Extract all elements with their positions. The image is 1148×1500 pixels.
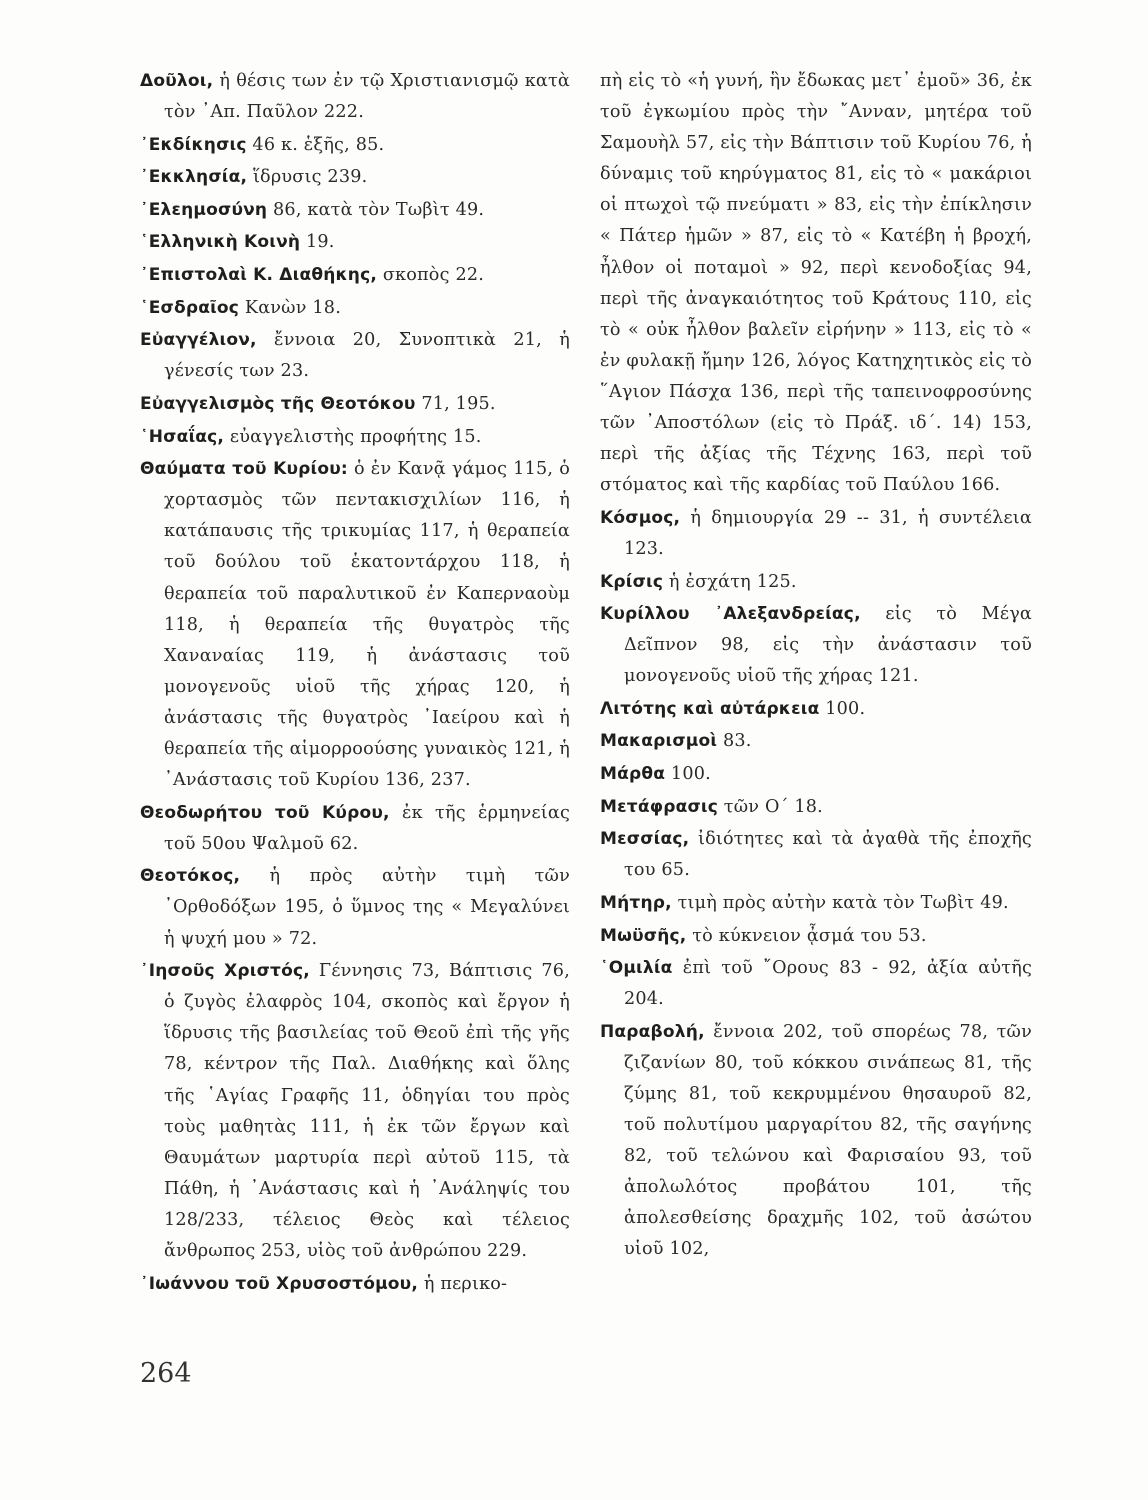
headword: Θαύματα τοῦ Κυρίου: <box>140 459 348 480</box>
entry-text: πὴ εἰς τὸ «ἡ γυνή, ἣν ἔδωκας μετ᾽ ἐμοῦ» 36, ἐκ τοῦ ἐγκωμίου πρὸς τὴν ῎Ανναν, μητέρα τοῦ Σαμουὴλ 57, εἰς τὴν Βάπτισιν τοῦ Κυρίου 76, ἡ δύναμις τοῦ κηρύγματος 81, εἰς τὸ « μακάριοι οἱ πτωχοὶ τῷ πνεύματι » 83, εἰς τὴν ἐπίκλησιν « Πάτερ ἡμῶν » 87, εἰς τὸ « Κατέβη ἡ βροχή, ἦλθον οἱ ποταμοὶ » 92, περὶ κενοδοξίας 94, περὶ τῆς ἀναγκαιότητος τοῦ Κράτους 110, εἰς τὸ « οὐκ ἦλθον βαλεῖν εἰρήνην » 113, εἰς τὸ « ἐν φυλακῇ ἤμην 126, λόγος Κατηχητικὸς εἰς τὸ ῞Αγιον Πάσχα 136, περὶ τῆς ταπεινοφροσύνης τῶν ᾽Αποστόλων (εἰς τὸ Πράξ. ιδ΄. 14) 153, περὶ τῆς ἀξίας τῆς Τέχνης 163, περὶ τοῦ στόματος καὶ τῆς καρδίας τοῦ Παύλου 166. <box>600 71 1032 496</box>
index-entry <box>600 888 1032 919</box>
index-entry <box>600 567 1032 598</box>
index-entry <box>600 599 1032 692</box>
index-entry <box>140 798 570 860</box>
index-entry <box>140 227 570 258</box>
index-entry <box>600 726 1032 757</box>
headword: Κόσμος, <box>600 507 681 528</box>
index-entry <box>140 861 570 954</box>
entry-text: ἡ περικο- <box>423 1273 508 1294</box>
headword: Κυρίλλου ᾽Αλεξανδρείας, <box>600 604 861 625</box>
entry-text: Κανὼν 18. <box>244 297 341 318</box>
entry-text: ἡ ἐσχάτη 125. <box>668 571 797 592</box>
entry-text: ἐπὶ τοῦ ῎Ορους 83 - 92, ἀξία αὐτῆς 204. <box>624 958 1032 1010</box>
headword: Κρίσις <box>600 571 664 592</box>
entry-text: ἡ πρὸς αὐτὴν τιμὴ τῶν ᾽Ορθοδόξων 195, ὁ ὕμνος της « Μεγαλύνει ἡ ψυχή μου » 72. <box>164 866 570 949</box>
headword: Μήτηρ, <box>600 892 672 913</box>
index-entry <box>600 503 1032 565</box>
index-entry <box>600 792 1032 823</box>
headword: ᾽Εκδίκησις <box>140 134 247 155</box>
headword: ᾽Ελεημοσύνη <box>140 199 268 220</box>
entry-text: 86, κατὰ τὸν Τωβὶτ 49. <box>273 199 485 220</box>
headword: ᾽Ιησοῦς Χριστός, <box>140 961 310 982</box>
index-entry <box>140 293 570 324</box>
headword: Μακαρισμοὶ <box>600 731 718 752</box>
index-entry <box>600 921 1032 952</box>
page-number: 264 <box>140 1358 192 1389</box>
headword: ᾽Επιστολαὶ Κ. Διαθήκης, <box>140 265 378 286</box>
headword: ᾽Εκκλησία, <box>140 167 248 188</box>
entry-text: σκοπὸς 22. <box>382 265 485 286</box>
entry-text: τιμὴ πρὸς αὐτὴν κατὰ τὸν Τωβὶτ 49. <box>677 892 1009 913</box>
index-entry <box>140 956 570 1267</box>
entry-text: εὐαγγελιστὴς προφήτης 15. <box>229 426 482 447</box>
entry-text: 19. <box>306 232 335 253</box>
entry-text: ὁ ἐν Κανᾷ γάμος 115, ὁ χορτασμὸς τῶν πεντακισχιλίων 116, ἡ κατάπαυσις τῆς τρικυμίας 117, ἡ θεραπεία τοῦ δούλου τοῦ ἑκατοντάρχου 118, ἡ θεραπεία τοῦ παραλυτικοῦ ἐν Καπερναοὺμ 118, ἡ θεραπεία τῆς θυγατρὸς τῆς Χαναναίας 119, ἡ ἀνάστασις τοῦ μονογενοῦς υἱοῦ τῆς χήρας 120, ἡ ἀνάστασις τῆς θυγατρὸς ᾽Ιαείρου καὶ ἡ θεραπεία τῆς αἱμορροούσης γυναικὸς 121, ἡ ᾽Ανάστασις τοῦ Κυρίου 136, 237. <box>164 459 570 791</box>
index-entry <box>140 260 570 291</box>
index-entry <box>140 66 570 128</box>
index-entry <box>140 162 570 193</box>
headword: Μάρθα <box>600 764 666 785</box>
index-entry <box>140 454 570 796</box>
headword: Παραβολή, <box>600 1021 705 1042</box>
index-entry <box>140 422 570 453</box>
entry-text: τὸ κύκνειον ᾆσμά του 53. <box>692 925 927 946</box>
entry-text: 71, 195. <box>421 393 496 414</box>
headword: Μωϋσῆς, <box>600 925 687 946</box>
headword: Θεοδωρήτου τοῦ Κύρου, <box>140 802 390 823</box>
entry-text: ἔννοια 202, τοῦ σπορέως 78, τῶν ζιζανίων 80, τοῦ κόκκου σινάπεως 81, τῆς ζύμης 81, τοῦ κεκρυμμένου θησαυροῦ 82, τοῦ πολυτίμου μαργαρίτου 82, τῆς σαγήνης 82, τοῦ τελώνου καὶ Φαρισαίου 93, τοῦ ἀπολωλότος προβάτου 101, τῆς ἀπολεσθείσης δραχμῆς 102, τοῦ ἀσώτου υἱοῦ 102, <box>624 1021 1032 1260</box>
index-entry <box>140 389 570 420</box>
entry-text: ἵδρυσις 239. <box>252 167 368 188</box>
headword: Εὐαγγέλιον, <box>140 330 257 351</box>
entry-text: 100. <box>670 764 711 785</box>
index-column-right <box>600 66 1032 1267</box>
headword: Εὐαγγελισμὸς τῆς Θεοτόκου <box>140 393 416 414</box>
headword: Μετάφρασις <box>600 796 718 817</box>
entry-text: ἔννοια 20, Συνοπτικὰ 21, ἡ γένεσίς των 23. <box>164 330 570 382</box>
index-column-left <box>140 66 570 1301</box>
headword: ῾Ελληνικὴ Κοινὴ <box>140 232 301 253</box>
index-entry-continued <box>600 66 1032 501</box>
headword: Λιτότης καὶ αὐτάρκεια <box>600 698 820 719</box>
entry-text: 46 κ. ἑξῆς, 85. <box>252 134 385 155</box>
entry-text: ἐκ τῆς ἑρμηνείας τοῦ 50ου Ψαλμοῦ 62. <box>164 802 570 854</box>
entry-text: 100. <box>825 698 866 719</box>
index-entry <box>600 953 1032 1015</box>
index-entry <box>140 195 570 226</box>
headword: Δοῦλοι, <box>140 71 214 91</box>
entry-text: εἰς τὸ Μέγα Δεῖπνον 98, εἰς τὴν ἀνάστασιν τοῦ μονογενοῦς υἱοῦ τῆς χήρας 121. <box>624 604 1032 687</box>
entry-text: Γέννησις 73, Βάπτισις 76, ὁ ζυγὸς ἐλαφρὸς 104, σκοπὸς καὶ ἔργον ἡ ἵδρυσις τῆς βασιλείας τοῦ Θεοῦ ἐπὶ τῆς γῆς 78, κέντρον τῆς Παλ. Διαθήκης καὶ ὅλης τῆς ῾Αγίας Γραφῆς 11, ὁδηγίαι του πρὸς τοὺς μαθητὰς 111, ἡ ἐκ τῶν ἔργων καὶ Θαυμάτων μαρτυρία περὶ αὐτοῦ 115, τὰ Πάθη, ἡ ᾽Ανάστασις καὶ ἡ ᾽Ανάληψίς του 128/233, τέλειος Θεὸς καὶ τέλειος ἄνθρωπος 253, υἱὸς τοῦ ἀνθρώπου 229. <box>164 961 570 1261</box>
entry-text: ἡ δημιουργία 29 -- 31, ἡ συντέλεια 123. <box>624 507 1032 559</box>
headword: ῾Ομιλία <box>600 958 673 979</box>
headword: ῾Εσδραῖος <box>140 297 240 318</box>
index-entry <box>600 759 1032 790</box>
headword: Θεοτόκος, <box>140 866 241 887</box>
index-entry <box>140 1269 570 1300</box>
index-entry <box>600 694 1032 725</box>
index-entry <box>600 1017 1032 1266</box>
headword: ῾Ησαΐας, <box>140 426 225 447</box>
headword: ᾽Ιωάννου τοῦ Χρυσοστόμου, <box>140 1273 419 1294</box>
index-entry <box>140 325 570 387</box>
entry-text: ἰδιότητες καὶ τὰ ἀγαθὰ τῆς ἐποχῆς του 65. <box>624 829 1032 881</box>
index-entry <box>600 824 1032 886</box>
headword: Μεσσίας, <box>600 829 690 850</box>
index-entry <box>140 130 570 161</box>
entry-text: τῶν Ο΄ 18. <box>723 796 823 817</box>
entry-text: 83. <box>723 731 752 752</box>
entry-text: ἡ θέσις των ἐν τῷ Χριστιανισμῷ κατὰ τὸν ᾽Απ. Παῦλον 222. <box>164 71 570 123</box>
